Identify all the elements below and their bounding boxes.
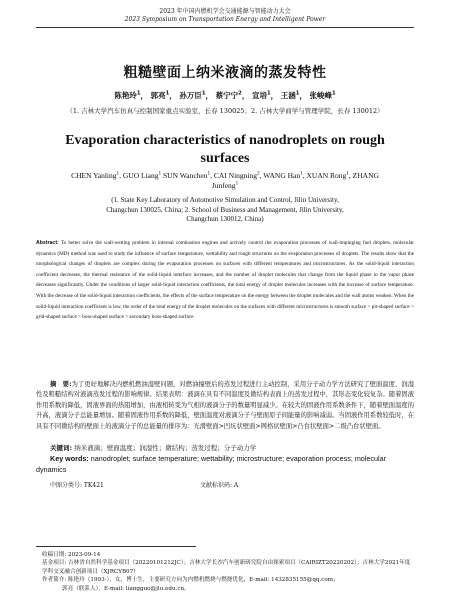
author-en: XUAN Rong$^1$ — [306, 170, 349, 180]
keywords-cn-text: 纳米液滴；壁面温度；润湿性；微结构；蒸发过程；分子动力学 — [74, 444, 257, 452]
classification — [50, 480, 414, 489]
keywords-en-label: Key words: — [50, 454, 89, 463]
author-cn: 蔡宁宁$^2$ — [215, 90, 242, 100]
conference-name-cn: 2023 年中国内燃机学会交通能源与智能动力大会 — [159, 8, 291, 15]
author-cn: 王涵$^1$ — [280, 90, 300, 100]
author-cn: 陈艳玲$^1$ — [114, 90, 141, 100]
header-rule — [36, 27, 414, 28]
conference-header — [0, 0, 450, 24]
author-en: ZHANG Junfeng$^1$ — [211, 171, 379, 190]
footnote-author-bio: 作者简介: 陈艳玲（1993-），女，博士生，主要研究方向为内燃机燃烧与燃烧优化，E-mail: 1432835155@qq.com； — [42, 577, 339, 584]
conference-name-en: 2023 Symposium on Transportation Energy and Intelligent Power — [124, 16, 326, 23]
footnote-rule — [36, 546, 196, 547]
authors-cn: 陈艳玲$^1$， 郭亮$^1$， 孙万臣$^1$， 蔡宁宁$^2$， 宣培$^1$， 王涵$^1$， 张峻峰$^1$ — [114, 90, 336, 100]
keywords-cn — [50, 443, 414, 452]
abstract-en-label: Abstract: — [36, 240, 59, 246]
footnote-received: 收稿日期: 2023-09-14 — [42, 552, 101, 558]
author-cn: 张峻峰$^1$ — [309, 90, 336, 100]
footnote-contact: 郭亮（联系人），E-mail: liangguo@jlu.edu.cn。 — [62, 585, 190, 592]
abstract-en — [36, 238, 414, 323]
clc-number: 中图分类号: TK421 — [50, 482, 104, 489]
author-en: SUN Wanchen$^1$ — [163, 170, 211, 180]
document-code: 文献标识码: A — [200, 482, 239, 489]
footnote-funding: 基金项目: 吉林省自然科学基金项目（20220101212JC）；吉林大学长沙汽车创新研究院自由探索项目（CAIRIZT20220202）；吉林大学2021年度学科交叉融合创新项目（XJRCYB07） — [42, 560, 411, 575]
author-en: GUO Liang$^1$ — [122, 170, 162, 180]
author-en: WANG Han$^1$ — [263, 170, 303, 180]
author-en: CHEN Yanling$^1$ — [71, 170, 120, 180]
abstract-cn-label: 摘 要: — [50, 381, 72, 388]
keywords-en — [36, 453, 414, 475]
keywords-en-text: nanodroplet; surface temperature; wettability; microstructure; evaporation process; molecular dynamics — [36, 454, 386, 474]
keywords-cn-label: 关键词: — [50, 444, 73, 452]
affiliation-en: (1. State Key Laboratory of Automotive Simulation and Control, Jilin University, Changchun 130025, China; 2. School of Business and Management, Jilin University, Changchun 130012, China) — [106, 196, 344, 223]
author-cn: 郭亮$^1$ — [150, 90, 170, 100]
abstract-cn-text: 为了更好地解决内燃机燃油湿壁问题，对燃油撞壁后的蒸发过程进行主动控制，采用分子动力学方法研究了壁面温度、润湿性及粗糙结构对液滴蒸发过程的影响规律。结果表明：液滴在具有不同温度及微结构表面上的蒸发过程中，其形态变化较复杂。随着固液作用系数的降低，固液界面的热阻增加，由液相转变为气相的液滴分子的数量明显减少。在较大的固液作用系数条件下，随着壁面温度的升高，液滴分子总能量增加。随着固液作用系数的降低，壁面温度对液滴分子与壁面原子间能量的影响减弱。当固液作用系数较低时，在具有不同微结构的壁面上的液滴分子的总能量的排序为：光滑壁面>凹坑状壁面>网格状壁面>凸台状壁面>二级凸台状壁面。 — [36, 381, 414, 430]
footnotes — [42, 551, 414, 593]
affiliation-cn: （1. 吉林大学汽车仿真与控制国家重点实验室，长春 130025；2. 吉林大学商学与管理学院，长春 130012） — [66, 107, 384, 115]
authors-en: CHEN Yanling$^1$, GUO Liang$^1$ SUN Wanchen$^1$, CAI Ningning$^2$, WANG Han$^1$, XUAN Rong$^1$, ZHANG Junfeng$^1$ — [71, 170, 379, 190]
title-cn: 粗糙壁面上纳米液滴的蒸发特性 — [123, 65, 327, 81]
author-en: CAI Ningning$^2$ — [213, 170, 260, 180]
abstract-en-text: To better solve the wall-wetting problem in internal combustion engines and actively control the evaporation processes of wall-impinging fuel droplets, molecular dynamics (MD) method was used to study the influence of surface temperature, wettability and rough structures on the evaporation processes of droplets. The results show that the morphological changes of droplets are complex during the evaporation processes on surfaces with different temperatures and microstructures. As the solid-liquid interaction coefficient decreases, the thermal resistance of the solid-liquid interface increases, and the number of droplet molecules that change from the liquid phase to the vapor phase decreases significantly. Under the conditions of larger solid-liquid interaction coefficients, the total energy of droplet molecules increases with the increase of surface temperature. With the decrease of the solid-liquid interaction coefficients, the effects of the surface temperature on the energy between the droplet molecules and the wall atoms weaken. When the solid-liquid interaction coefficient is low, the order of the total energy of the droplet molecules on the surfaces with different microstructures is smooth surface > pit-shaped surface > grid-shaped surface > boss-shaped surface > secondary boss-shaped surface. — [36, 240, 414, 321]
author-cn: 宣培$^1$ — [251, 90, 271, 100]
author-cn: 孙万臣$^1$ — [179, 90, 206, 100]
abstract-cn — [36, 380, 414, 432]
title-en: Evaporation characteristics of nanodroplets on rough surfaces — [65, 133, 385, 166]
